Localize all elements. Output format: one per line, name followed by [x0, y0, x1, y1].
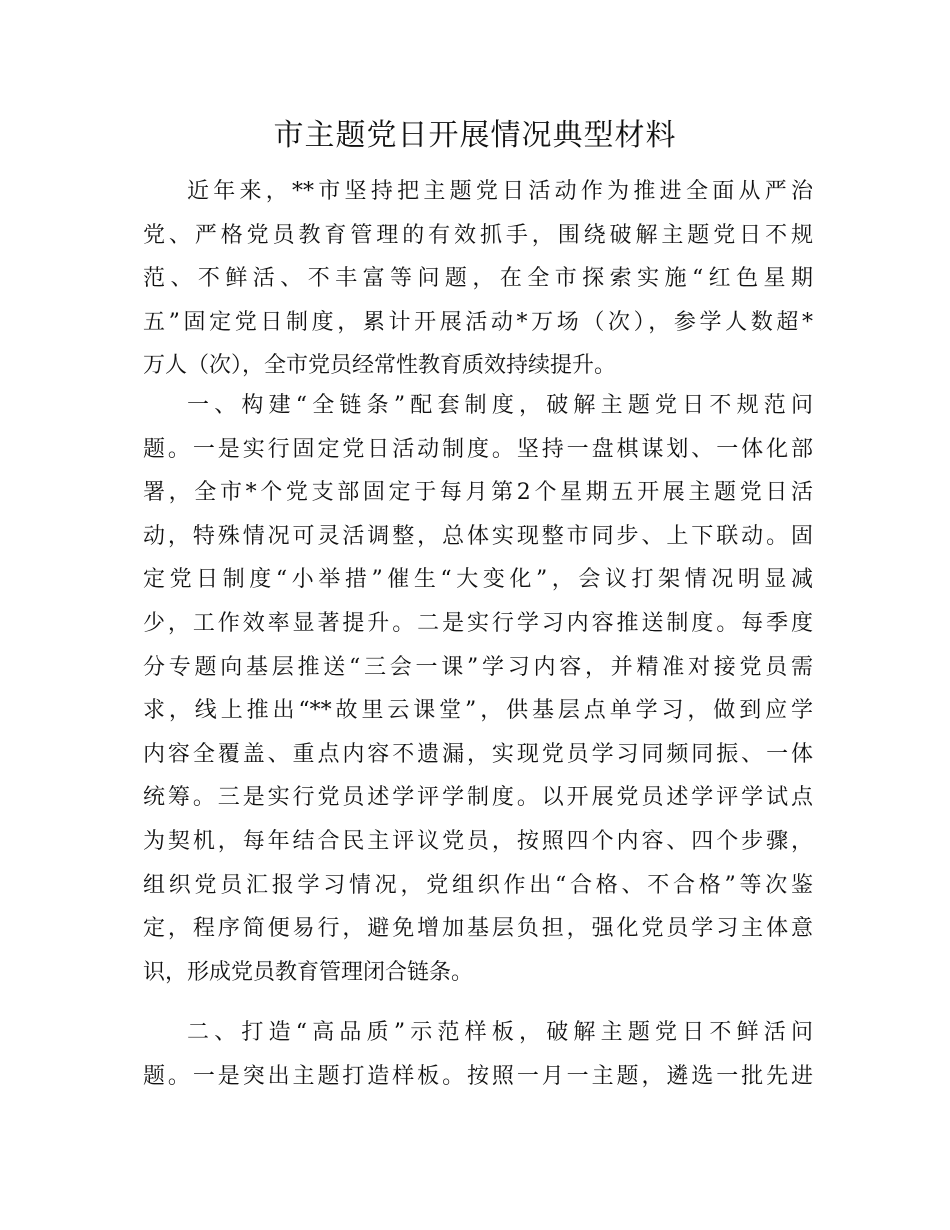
text-line: 万人（次），全市党员经常性教育质效持续提升。 [143, 353, 617, 379]
text-line: 题。一是突出主题打造样板。按照一月一主题，遴选一批先进 [143, 1063, 813, 1089]
text-line: 组织党员汇报学习情况，党组织作出“合格、不合格”等次鉴 [143, 872, 813, 898]
text-line: 党、严格党员教育管理的有效抓手，围绕破解主题党日不规 [143, 222, 813, 248]
text-line: 五”固定党日制度，累计开展活动*万场（次），参学人数超* [143, 309, 813, 335]
text-line: 求，线上推出“**故里云课堂”，供基层点单学习，做到应学 [143, 698, 813, 724]
text-line: 二、打造“高品质”示范样板，破解主题党日不鲜活问 [187, 1020, 813, 1045]
text-line: 定，程序简便易行，避免增加基层负担，强化党员学习主体意 [143, 916, 813, 942]
text-line: 少，工作效率显著提升。二是实行学习内容推送制度。每季度 [143, 610, 813, 636]
paragraph-section-two [143, 1011, 813, 1098]
paragraph-section-one [143, 384, 813, 994]
text-line: 近年来，**市坚持把主题党日活动作为推进全面从严治 [187, 179, 813, 204]
text-line: 统筹。三是实行党员述学评学制度。以开展党员述学评学试点 [143, 785, 813, 811]
text-line: 一、构建“全链条”配套制度，破解主题党日不规范问 [187, 393, 813, 418]
text-line: 内容全覆盖、重点内容不遗漏，实现党员学习同频同振、一体 [143, 741, 813, 767]
text-line: 范、不鲜活、不丰富等问题，在全市探索实施“红色星期 [143, 266, 813, 292]
text-line: 分专题向基层推送“三会一课”学习内容，并精准对接党员需 [143, 654, 813, 680]
paragraph-intro [143, 170, 813, 388]
text-line: 动，特殊情况可灵活调整，总体实现整市同步、上下联动。固 [143, 523, 813, 549]
text-line: 定党日制度“小举措”催生“大变化”，会议打架情况明显减 [143, 567, 813, 593]
text-line: 为契机，每年结合民主评议党员，按照四个内容、四个步骤， [143, 828, 813, 854]
text-line: 识，形成党员教育管理闭合链条。 [143, 959, 474, 985]
text-line: 题。一是实行固定党日活动制度。坚持一盘棋谋划、一体化部 [143, 436, 813, 462]
document-title: 市主题党日开展情况典型材料 [273, 118, 677, 153]
text-line: 署，全市*个党支部固定于每月第2个星期五开展主题党日活 [143, 480, 813, 506]
